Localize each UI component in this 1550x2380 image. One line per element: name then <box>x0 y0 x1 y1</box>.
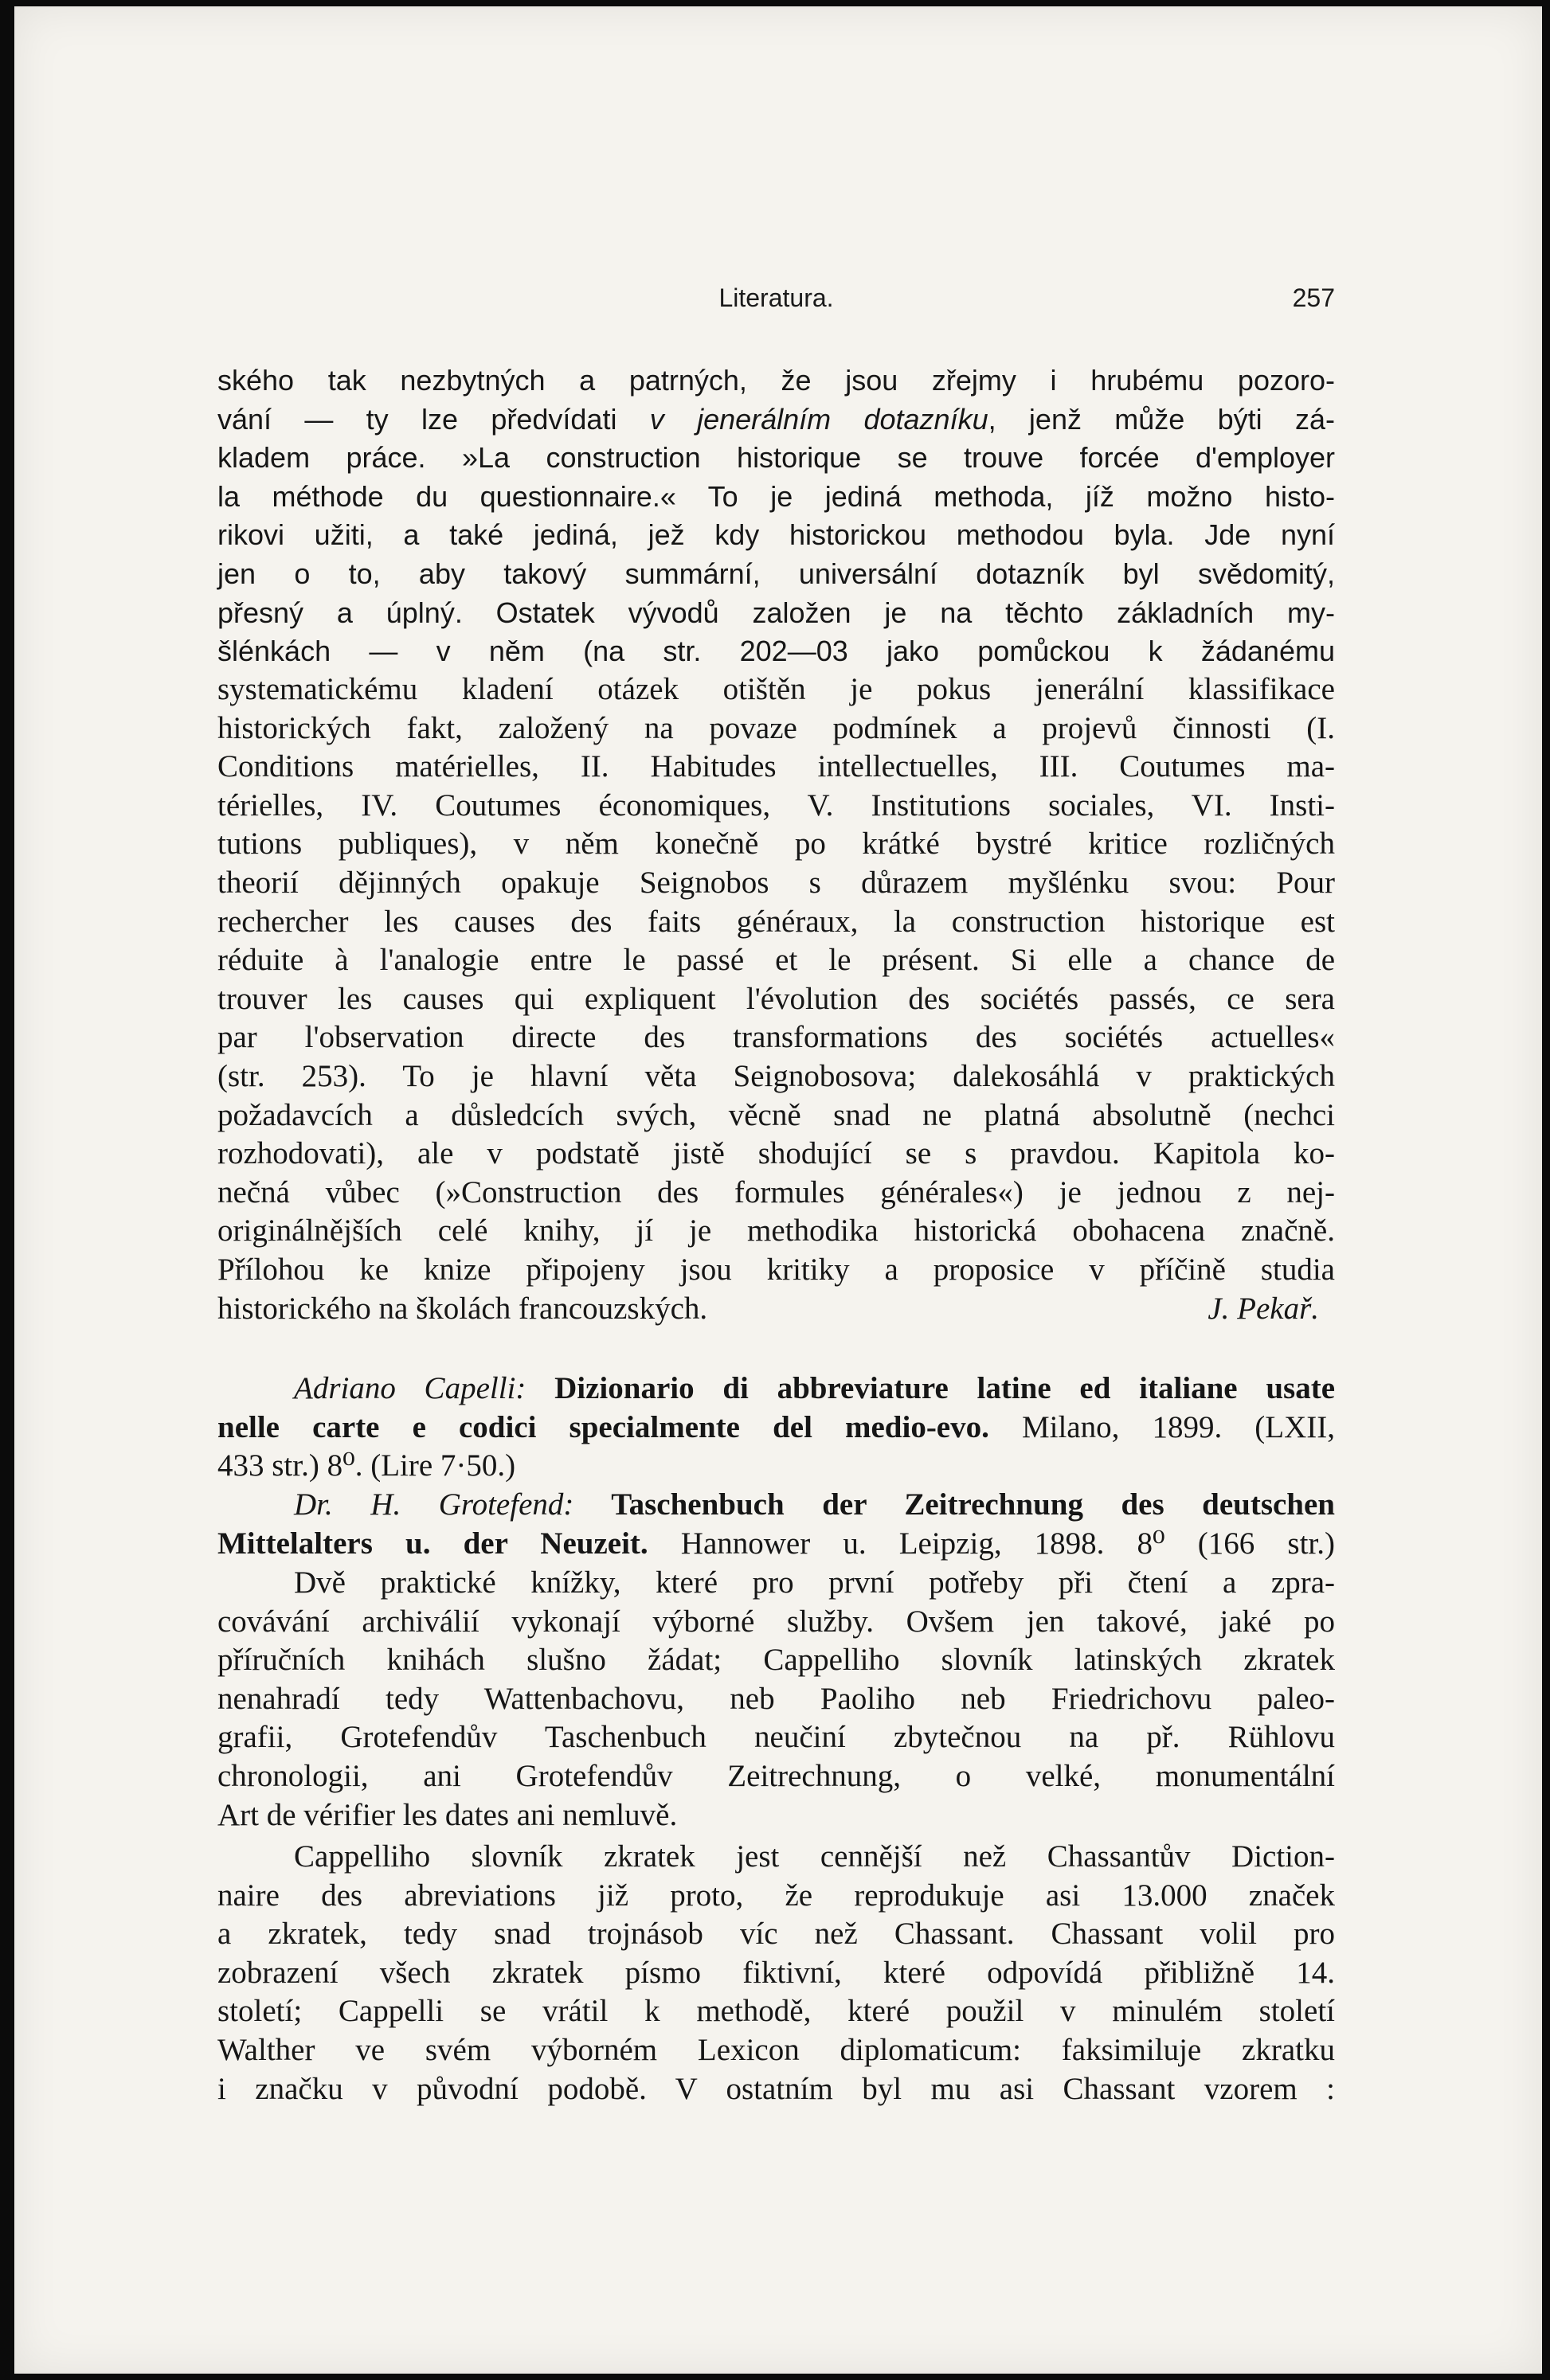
text-line: historických fakt, založený na povaze podmínek a projevů činnosti (I. <box>217 710 1335 745</box>
text-line: a zkratek, tedy snad trojnásob víc než Chassant. Chassant volil pro <box>217 1917 1335 1952</box>
text-line: covávání archiválií vykonají výborné služby. Ovšem jen takové, jaké po <box>217 1604 1335 1639</box>
text-line: vání — ty lze předvídati v jenerálním dotazníku, jenž může býti zá- <box>217 402 1335 436</box>
text-line: rechercher les causes des faits généraux, la construction historique est <box>217 904 1335 939</box>
entry-publication: Milano, 1899. (LXII, <box>988 1409 1335 1444</box>
entry-heading-line <box>217 1486 1335 1525</box>
text-line: historického na školách francouzských. J. Pekař. <box>217 1290 1335 1329</box>
text-line: Conditions matérielles, II. Habitudes intellectuelles, III. Coutumes ma- <box>217 749 1335 784</box>
text-line: rozhodovati), ale v podstatě jistě shodující se s pravdou. Kapitola ko- <box>217 1136 1335 1171</box>
entry-title-cont: nelle carte e codici specialmente del medio-evo. <box>217 1409 989 1444</box>
text-line: réduite à l'analogie entre le passé et le présent. Si elle a chance de <box>217 943 1335 978</box>
entry-publication: Hannower u. Leipzig, 1898. 8⁰ (166 str.) <box>648 1526 1335 1561</box>
page-header <box>217 283 1335 322</box>
text-line: rikovi užiti, a také jediná, jež kdy historickou methodou byla. Jde nyní <box>217 518 1335 552</box>
text-line: trouver les causes qui expliquent l'évolution des sociétés passés, ce sera <box>217 981 1335 1016</box>
text-line: zobrazení všech zkratek písmo fiktivní, které odpovídá přibližně 14. <box>217 1955 1335 1990</box>
text-line: par l'observation directe des transformations des sociétés actuelles« <box>217 1020 1335 1055</box>
text-line: theorií dějinných opakuje Seignobos s důrazem myšlénku svou: Pour <box>217 865 1335 900</box>
text-line: ského tak nezbytných a patrných, že jsou zřejmy i hrubému pozoro- <box>217 364 1335 397</box>
review-paragraph-1-continued <box>217 670 1335 1328</box>
entry-title: Taschenbuch der Zeitrechnung des deutschen <box>573 1487 1335 1522</box>
text-line: la méthode du questionnaire.« To je jediná methoda, jíž možno histo- <box>217 479 1335 513</box>
text-line: požadavcích a důsledcích svých, věcně snad ne platná absolutně (nechci <box>217 1097 1335 1132</box>
text-line: systematickému kladení otázek otištěn je pokus jenerální klassifikace <box>217 672 1335 706</box>
text-line: příručních knihách slušno žádat; Cappelliho slovník latinských zkratek <box>217 1643 1335 1678</box>
text-line: Přílohou ke knize připojeny jsou kritiky a proposice v příčině studia <box>217 1252 1335 1287</box>
text-line: kladem práce. »La construction historique se trouve forcée d'employer <box>217 441 1335 475</box>
text-line: Art de vérifier les dates ani nemluvě. <box>217 1797 678 1832</box>
text-line: i značku v původní podobě. V ostatním byl mu asi Chassant vzorem : <box>217 2071 1335 2106</box>
italic-phrase: v jenerálním dotazníku <box>649 402 988 436</box>
text-line: nečná vůbec (»Construction des formules générales«) je jednou z nej- <box>217 1174 1335 1210</box>
text-line: naire des abreviations již proto, že reprodukuje asi 13.000 značek <box>217 1878 1335 1913</box>
reviewer-signature: J. Pekař. <box>1208 1291 1319 1326</box>
entry-author: Dr. H. Grotefend: <box>294 1487 574 1522</box>
text-line: (str. 253). To je hlavní věta Seignobosova; dalekosáhlá v praktických <box>217 1058 1335 1093</box>
bibliography-entry-capelli <box>217 1370 1335 1486</box>
text-line: chronologii, ani Grotefendův Zeitrechnung, o velké, monumentální <box>217 1758 1335 1793</box>
text-line: Cappelliho slovník zkratek jest cennější než Chassantův Diction- <box>294 1839 1335 1874</box>
entry-heading-line <box>217 1409 1335 1448</box>
text-line: grafii, Grotefendův Taschenbuch neučiní zbytečnou na př. Rühlovu <box>217 1720 1335 1755</box>
text-line: jen o to, aby takový summární, universální dotazník byl svědomitý, <box>217 557 1335 590</box>
entry-heading-line <box>217 1525 1335 1564</box>
text-line: přesný a úplný. Ostatek vývodů založen je na těchto základních my- <box>217 596 1335 629</box>
text-line: Walther ve svém výborném Lexicon diplomaticum: faksimiluje zkratku <box>217 2032 1335 2067</box>
text-line: térielles, IV. Coutumes économiques, V. Institutions sociales, VI. Insti- <box>217 787 1335 823</box>
text-line: šlénkách — v něm (na str. 202—03 jako pomůckou k žádanému <box>217 635 1335 668</box>
entry-publication-line: 433 str.) 8⁰. (Lire 7·50.) <box>217 1448 516 1483</box>
bibliography-entry-grotefend <box>217 1486 1335 1563</box>
text-line: originálnějších celé knihy, jí je methodika historická obohacena značně. <box>217 1213 1335 1249</box>
entry-title: Dizionario di abbreviature latine ed italiane usate <box>526 1371 1336 1405</box>
entry-author: Adriano Capelli: <box>294 1371 526 1405</box>
review-paragraph-3 <box>217 1838 1335 2108</box>
text-line: nenahradí tedy Wattenbachovu, neb Paoliho neb Friedrichovu paleo- <box>217 1681 1335 1716</box>
entry-heading-line <box>217 1370 1335 1409</box>
entry-title-cont: Mittelalters u. der Neuzeit. <box>217 1526 648 1561</box>
text-line: Dvě praktické knížky, které pro první potřeby při čtení a zpra- <box>294 1565 1335 1600</box>
review-paragraph-1 <box>217 361 1335 671</box>
scanned-page <box>14 6 1542 2374</box>
page-number: 257 <box>1292 283 1335 312</box>
text-line: tutions publiques), v něm konečně po krátké bystré kritice rozličných <box>217 827 1335 862</box>
text-line: století; Cappelli se vrátil k methodě, které použil v minulém století <box>217 1994 1335 2029</box>
review-paragraph-2 <box>217 1564 1335 1835</box>
running-title: Literatura. <box>718 283 834 312</box>
